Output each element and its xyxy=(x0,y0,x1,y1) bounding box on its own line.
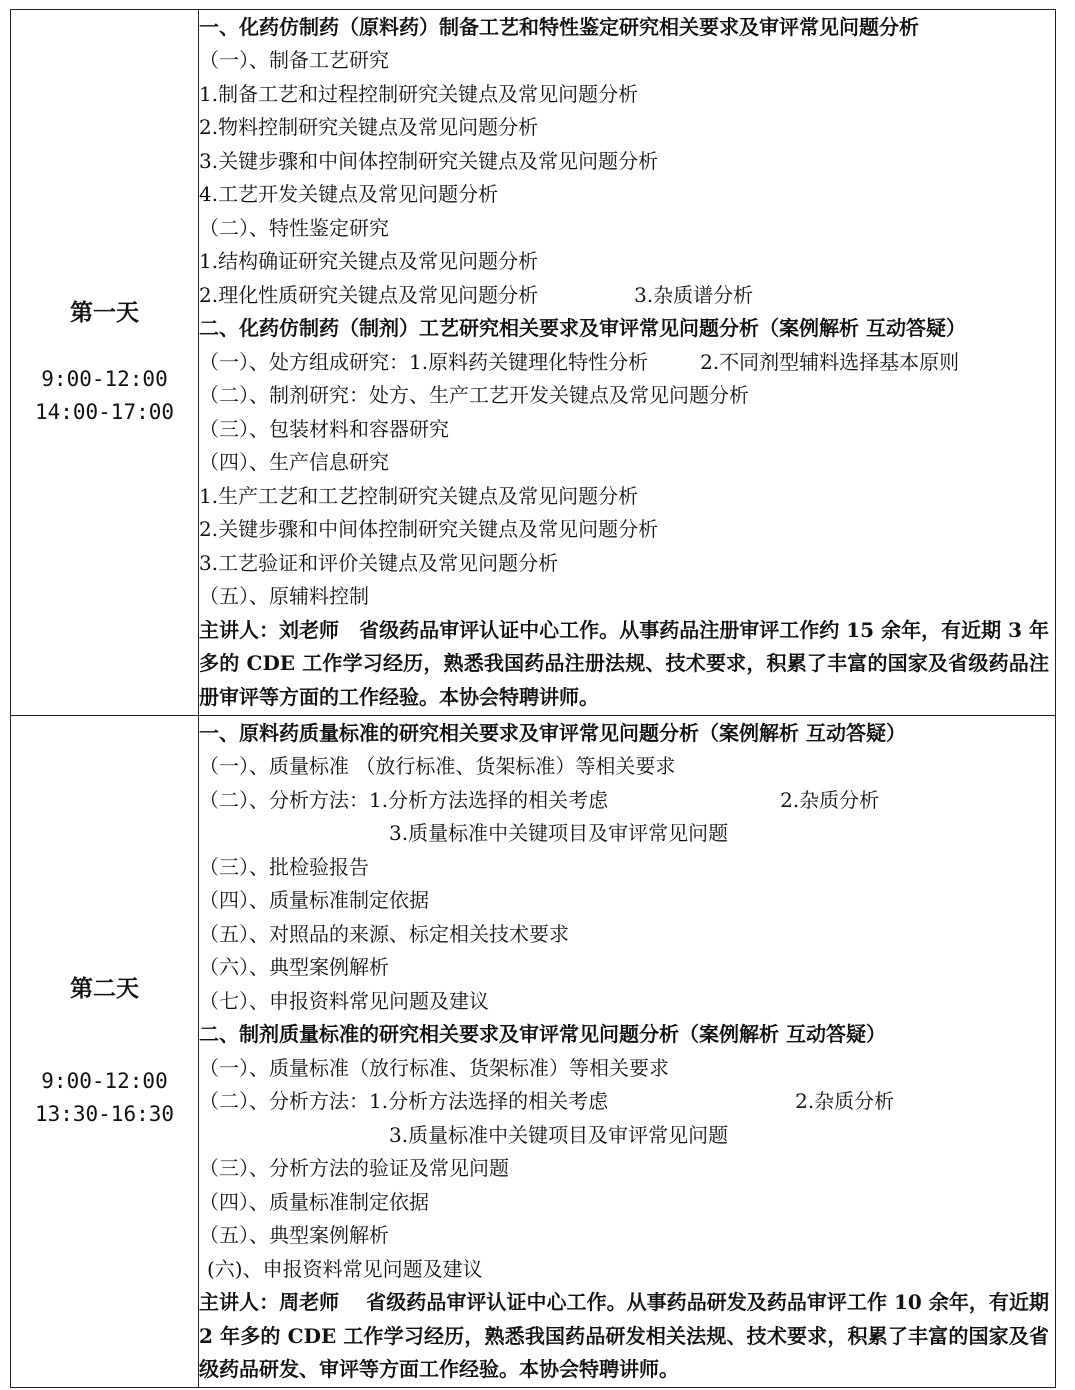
day1-section: （四）、生产信息研究 xyxy=(199,450,389,475)
day2-heading-1: 一、原料药质量标准的研究相关要求及审评常见问题分析（案例解析 互动答疑） xyxy=(199,720,906,745)
day1-day-cell xyxy=(11,10,199,716)
day2-heading-2: 二、制剂质量标准的研究相关要求及审评常见问题分析（案例解析 互动答疑） xyxy=(199,1022,886,1046)
day1-item: 1.结构确证研究关键点及常见问题分析 xyxy=(199,249,539,274)
day1-row xyxy=(11,10,1056,716)
day1-section: （一）、制备工艺研究 xyxy=(199,48,389,73)
day1-section-row xyxy=(199,346,1055,380)
day2-section: （五）、对照品的来源、标定相关技术要求 xyxy=(199,921,569,946)
day2-section-row xyxy=(199,784,1055,818)
day1-name: 第一天 xyxy=(70,299,139,326)
day1-item: 3.工艺验证和评价关键点及常见问题分析 xyxy=(199,550,559,575)
day1-heading-1: 一、化药仿制药（原料药）制备工艺和特性鉴定研究相关要求及审评常见问题分析 xyxy=(199,14,919,39)
day2-time-pm: 13:30-16:30 xyxy=(34,1102,175,1126)
day1-item: 4.工艺开发关键点及常见问题分析 xyxy=(199,182,499,207)
day1-item-row xyxy=(199,279,1055,313)
day1-item: 3.杂质谱分析 xyxy=(634,282,754,307)
day1-lecturer: 主讲人：刘老师 省级药品审评认证中心工作。从事药品注册审评工作约 15 余年，有近期 3 年多的 CDE 工作学习经历，熟悉我国药品注册法规、技术要求，积累了丰富的国家及省级药品注册审评等方面的工作经验。本协会特聘讲师。 xyxy=(199,617,1049,709)
day2-section: （一）、质量标准（放行标准、货架标准）等相关要求 xyxy=(199,1055,669,1080)
day1-section: （五）、原辅料控制 xyxy=(199,584,369,609)
day2-item: 3.质量标准中关键项目及审评常见问题 xyxy=(389,1122,729,1147)
day2-name: 第二天 xyxy=(70,975,139,1002)
day1-section: （三）、包装材料和容器研究 xyxy=(199,416,449,441)
day1-heading-2: 二、化药仿制药（制剂）工艺研究相关要求及审评常见问题分析（案例解析 互动答疑） xyxy=(199,316,966,341)
day2-section: （七）、申报资料常见问题及建议 xyxy=(199,988,489,1013)
day2-section: (六)、申报资料常见问题及建议 xyxy=(207,1256,483,1281)
day1-item: 1.制备工艺和过程控制研究关键点及常见问题分析 xyxy=(199,81,639,106)
day2-row xyxy=(11,716,1056,1388)
day2-section: （六）、典型案例解析 xyxy=(199,955,389,979)
day1-section: （二）、制剂研究：处方、生产工艺开发关键点及常见问题分析 xyxy=(199,383,749,408)
day2-time-am: 9:00-12:00 xyxy=(41,1069,168,1093)
day2-content-cell xyxy=(199,716,1056,1388)
day1-time-pm: 14:00-17:00 xyxy=(34,400,175,424)
day1-section: （一）、处方组成研究：1.原料药关键理化特性分析 xyxy=(199,349,649,374)
day2-section: （二）、分析方法：1.分析方法选择的相关考虑 xyxy=(199,787,609,812)
day2-section: （一）、质量标准 （放行标准、货架标准）等相关要求 xyxy=(199,754,676,778)
day2-item: 2.杂质分析 xyxy=(795,1089,895,1113)
day2-section: （四）、质量标准制定依据 xyxy=(199,1189,429,1214)
day1-item: 2.物料控制研究关键点及常见问题分析 xyxy=(199,115,539,140)
day2-section: （三）、批检验报告 xyxy=(199,854,369,879)
day2-item: 2.杂质分析 xyxy=(780,787,880,812)
day2-section: （四）、质量标准制定依据 xyxy=(199,888,429,912)
day1-item: 2.不同剂型辅料选择基本原则 xyxy=(700,349,960,374)
day2-item: 3.质量标准中关键项目及审评常见问题 xyxy=(389,821,729,845)
day2-day-cell xyxy=(11,716,199,1388)
day1-item: 2.关键步骤和中间体控制研究关键点及常见问题分析 xyxy=(199,517,659,542)
day2-section: （三）、分析方法的验证及常见问题 xyxy=(199,1156,509,1180)
day1-content-cell xyxy=(199,10,1056,716)
day1-item: 2.理化性质研究关键点及常见问题分析 xyxy=(199,282,539,307)
day2-section: （五）、典型案例解析 xyxy=(199,1223,389,1247)
day1-item: 1.生产工艺和工艺控制研究关键点及常见问题分析 xyxy=(199,483,639,508)
day2-section-row xyxy=(199,1085,1055,1119)
day1-section: （二）、特性鉴定研究 xyxy=(199,215,389,240)
day2-lecturer: 主讲人：周老师 省级药品审评认证中心工作。从事药品研发及药品审评工作 10 余年，有近期 2 年多的 CDE 工作学习经历，熟悉我国药品研发相关法规、技术要求，积累了丰富的国家及省级药品研发、审评等方面工作经验。本协会特聘讲师。 xyxy=(199,1290,1049,1381)
schedule-table xyxy=(10,9,1056,1388)
day2-section: （二）、分析方法：1.分析方法选择的相关考虑 xyxy=(199,1089,609,1113)
day1-item: 3.关键步骤和中间体控制研究关键点及常见问题分析 xyxy=(199,148,659,173)
day1-time-am: 9:00-12:00 xyxy=(41,367,168,391)
